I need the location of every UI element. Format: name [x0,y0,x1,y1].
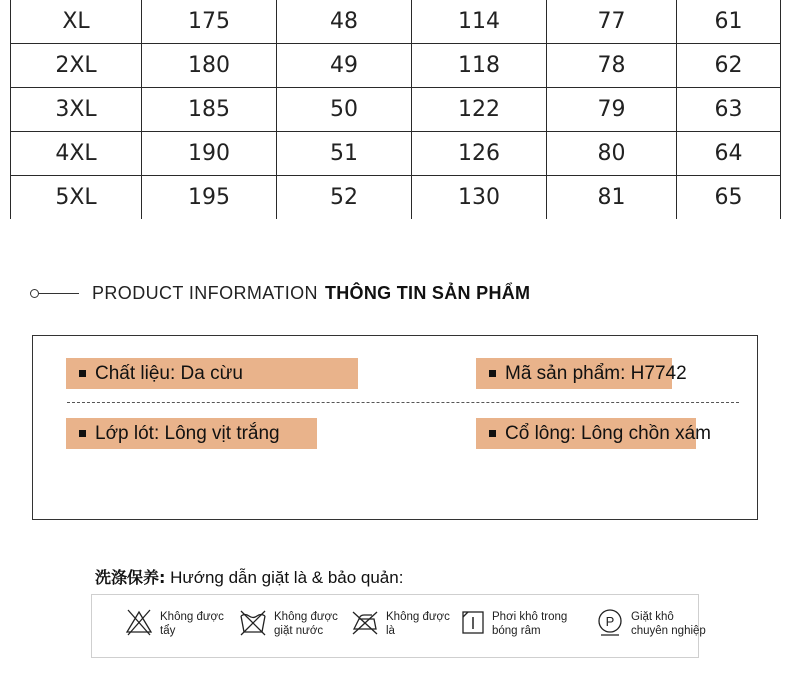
care-label: Không được tẩy [160,611,224,637]
table-row [11,88,781,132]
section-title-vi: THÔNG TIN SẢN PHẨM [324,282,531,303]
material-tag [66,358,358,389]
section-title-en: PRODUCT INFORMATION [92,282,318,303]
care-item-no-bleach [124,607,224,638]
ornament-circle [30,289,39,298]
product-code-text: Mã sản phẩm: H7742 [505,362,687,384]
table-cell: 64 [677,132,781,176]
table-cell: XL [11,0,142,44]
bullet-square-icon [489,370,496,377]
care-item-no-iron [350,607,450,638]
size-table [10,0,781,219]
table-cell: 175 [142,0,277,44]
bullet-square-icon [489,430,496,437]
product-code-tag [476,358,687,389]
care-item-no-wash [238,607,338,638]
table-cell: 2XL [11,44,142,88]
lining-text: Lớp lót: Lông vịt trắng [95,422,280,444]
product-info-box [32,335,758,520]
table-cell: 52 [277,176,412,220]
table-cell: 65 [677,176,781,220]
svg-text:P: P [605,614,615,629]
table-cell: 185 [142,88,277,132]
no-wash-icon [238,607,268,637]
table-cell: 130 [412,176,547,220]
table-row [11,132,781,176]
table-cell: 51 [277,132,412,176]
ornament-line [39,293,79,294]
table-cell: 114 [412,0,547,44]
table-cell: 180 [142,44,277,88]
bullet-square-icon [79,430,86,437]
table-cell: 190 [142,132,277,176]
shade-dry-icon [460,607,486,637]
table-cell: 195 [142,176,277,220]
care-label: Không được là [386,611,450,637]
collar-tag [476,418,711,449]
dashed-divider [67,402,739,403]
dry-clean-icon [595,607,625,637]
no-iron-icon [350,607,380,637]
table-cell: 4XL [11,132,142,176]
table-row [11,0,781,44]
table-cell: 122 [412,88,547,132]
care-item-shade-dry [460,607,567,638]
table-cell: 5XL [11,176,142,220]
table-cell: 49 [277,44,412,88]
care-title-cn: 洗涤保养: [95,568,166,587]
table-cell: 81 [547,176,677,220]
care-label: Phơi khô trong bóng râm [492,611,568,637]
table-cell: 62 [677,44,781,88]
table-cell: 126 [412,132,547,176]
table-row [11,44,781,88]
table-cell: 63 [677,88,781,132]
table-cell: 48 [277,0,412,44]
collar-text: Cổ lông: Lông chồn xám [505,422,711,444]
section-heading [30,280,530,306]
table-cell: 61 [677,0,781,44]
care-box [91,594,706,658]
bullet-square-icon [79,370,86,377]
table-cell: 79 [547,88,677,132]
table-cell: 50 [277,88,412,132]
care-item-dry-clean [595,607,706,638]
care-title-vi: Hướng dẫn giặt là & bảo quản: [170,568,404,587]
table-cell: 80 [547,132,677,176]
care-label: Không được giặt nước [274,611,338,637]
table-cell: 118 [412,44,547,88]
lining-tag [66,418,317,449]
table-cell: 77 [547,0,677,44]
table-row [11,176,781,220]
heading-ornament [30,288,80,298]
material-text: Chất liệu: Da cừu [95,362,243,384]
care-title [95,565,403,588]
no-bleach-icon [124,607,154,637]
table-cell: 78 [547,44,677,88]
care-label: Giặt khô chuyên nghiệp [631,611,706,637]
table-cell: 3XL [11,88,142,132]
